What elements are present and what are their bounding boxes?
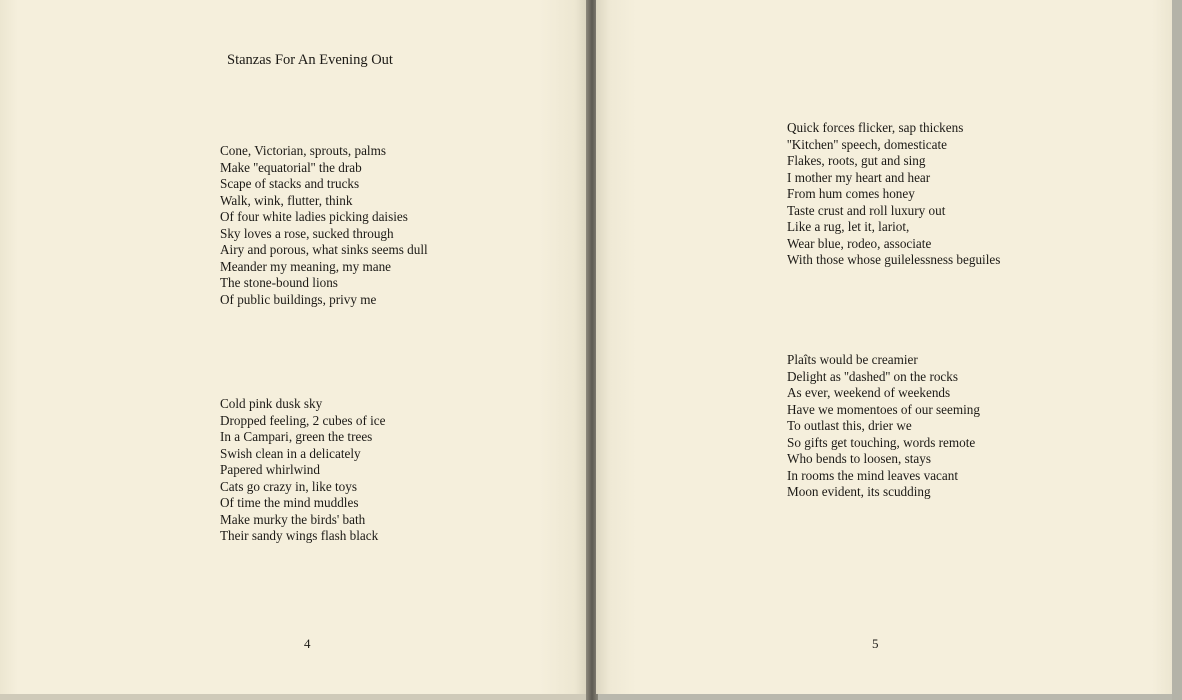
poem-line: Cats go crazy in, like toys	[220, 478, 357, 494]
poem-line: Make murky the birds' bath	[220, 511, 366, 527]
page-number-right: 5	[872, 636, 879, 651]
poem-line: Airy and porous, what sinks seems dull	[220, 242, 428, 257]
poem-line: Cone, Victorian, sprouts, palms	[220, 143, 386, 158]
poem-line: Wear blue, rodeo, associate	[787, 235, 932, 251]
poem-line: Flakes, roots, gut and sing	[787, 153, 926, 168]
poem-line: Quick forces flicker, sap thickens	[787, 120, 964, 135]
left-stanza-1	[220, 143, 428, 308]
poem-line: As ever, weekend of weekends	[787, 385, 951, 400]
poem-line: With those whose guilelessness beguiles	[787, 252, 1001, 267]
right-stanza-1	[787, 120, 1000, 269]
poem-line: In a Campari, green the trees	[220, 429, 373, 444]
poem-line: Their sandy wings flash black	[220, 528, 379, 543]
poem-line: To outlast this, drier we	[787, 418, 912, 433]
poem-line: Of public buildings, privy me	[220, 291, 377, 307]
left-page	[0, 0, 588, 700]
poem-line: In rooms the mind leaves vacant	[787, 467, 959, 483]
poem-line: Of four white ladies picking daisies	[220, 209, 408, 224]
page-number-left: 4	[304, 636, 311, 651]
poem-line: So gifts get touching, words remote	[787, 434, 976, 450]
poem-line: Dropped feeling, 2 cubes of ice	[220, 412, 386, 428]
poem-line: Like a rug, let it, lariot,	[787, 219, 910, 234]
poem-line: Who bends to loosen, stays	[787, 451, 931, 466]
poem-line: Plaîts would be creamier	[787, 352, 918, 367]
poem-line: Taste crust and roll luxury out	[787, 202, 946, 218]
poem-line: Sky loves a rose, sucked through	[220, 225, 394, 241]
poem-line: Papered whirlwind	[220, 462, 320, 477]
poem-line: Delight as ''dashed'' on the rocks	[787, 368, 959, 384]
poem-line: From hum comes honey	[787, 186, 915, 201]
poem-line: Cold pink dusk sky	[220, 396, 323, 411]
poem-line: Scape of stacks and trucks	[220, 176, 360, 191]
poem-line: Make ''equatorial'' the drab	[220, 159, 362, 175]
poem-line: I mother my heart and hear	[787, 169, 931, 185]
right-page	[596, 0, 1172, 694]
left-stanza-2	[220, 396, 386, 545]
poem-line: ''Kitchen'' speech, domesticate	[787, 136, 948, 152]
poem-line: Swish clean in a delicately	[220, 445, 361, 461]
poem-title: Stanzas For An Evening Out	[227, 52, 393, 68]
poem-line: The stone-bound lions	[220, 275, 338, 290]
poem-line: Moon evident, its scudding	[787, 484, 931, 499]
page-edge	[1172, 0, 1182, 700]
poem-line: Of time the mind muddles	[220, 495, 359, 510]
poem-line: Meander my meaning, my mane	[220, 258, 392, 274]
poem-line: Have we momentoes of our seeming	[787, 401, 980, 417]
poem-line: Walk, wink, flutter, think	[220, 192, 353, 208]
right-stanza-2	[787, 352, 980, 501]
